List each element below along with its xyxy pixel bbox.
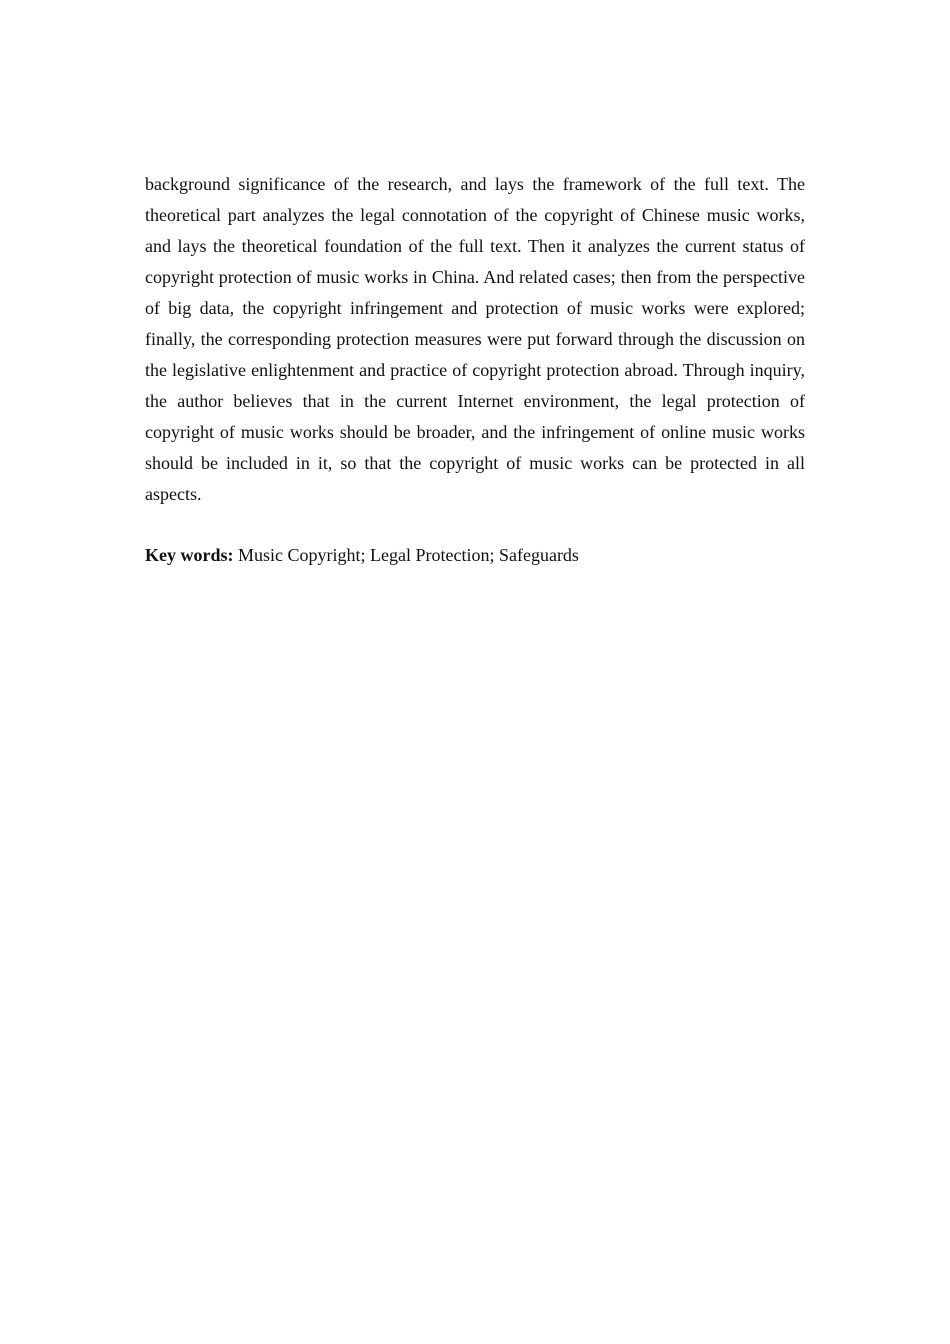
keywords-value: Music Copyright; Legal Protection; Safeguards xyxy=(238,545,579,565)
keywords-line xyxy=(145,540,805,571)
abstract-section xyxy=(145,169,805,571)
abstract-paragraph: background significance of the research, and lays the framework of the full text. The theoretical part analyzes the legal connotation of the copyright of Chinese music works, and lays the theoretical foundation of the full text. Then it analyzes the current status of copyright protection of music works in China. And related cases; then from the perspective of big data, the copyright infringement and protection of music works were explored; finally, the corresponding protection measures were put forward through the discussion on the legislative enlightenment and practice of copyright protection abroad. Through inquiry, the author believes that in the current Internet environment, the legal protection of copyright of music works should be broader, and the infringement of online music works should be included in it, so that the copyright of music works can be protected in all aspects. xyxy=(145,174,805,504)
keywords-label: Key words: xyxy=(145,545,234,565)
